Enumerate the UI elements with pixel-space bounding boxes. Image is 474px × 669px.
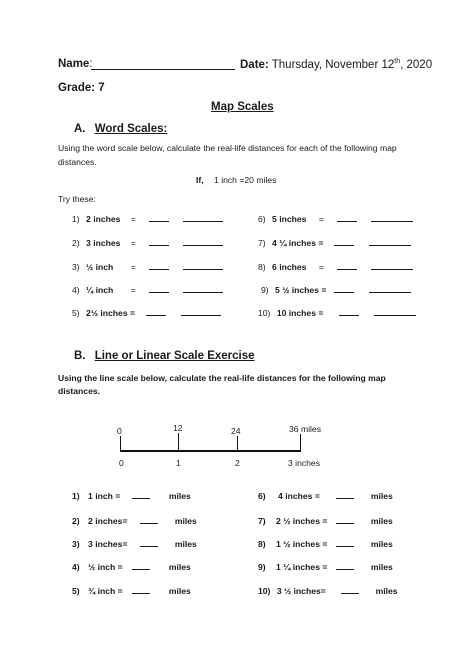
scale-top-label: 12 <box>173 423 183 433</box>
section-b-heading <box>74 350 255 362</box>
answer-blank[interactable] <box>336 537 354 547</box>
section-b-letter: B. <box>74 350 86 362</box>
answer-blank[interactable] <box>149 236 169 246</box>
answer-blank[interactable] <box>334 283 354 293</box>
unit-label: miles <box>168 562 191 572</box>
section-b-instructions-2: distances. <box>58 386 101 396</box>
word-scale-statement <box>196 175 276 185</box>
question-label: 2 ½ inches = <box>276 516 328 526</box>
answer-blank[interactable] <box>336 489 354 499</box>
question-number: 6) <box>258 214 266 224</box>
equals-sign: = <box>130 285 136 295</box>
question-number: 5) <box>72 586 80 596</box>
question-number: 4) <box>72 562 80 572</box>
section-a-instructions-2: distances. <box>58 157 97 167</box>
grade-label: Grade: 7 <box>58 82 105 94</box>
section-b-instructions: Using the line scale below, calculate the real-life distances for the following map <box>58 373 386 383</box>
word-question <box>72 236 223 248</box>
question-label: 1 ½ inches = <box>276 539 328 549</box>
question-label: ½ inch <box>86 262 114 272</box>
unit-label: miles <box>370 516 393 526</box>
question-label: 4 ¼ inches = <box>272 238 324 248</box>
unit-label: miles <box>174 516 197 526</box>
unit-label: miles <box>375 586 398 596</box>
scale-tick <box>120 436 121 452</box>
line-question <box>258 514 393 526</box>
answer-blank[interactable] <box>140 514 158 524</box>
unit-label: miles <box>370 539 393 549</box>
word-question <box>72 306 221 318</box>
answer-blank[interactable] <box>337 212 357 222</box>
unit-blank[interactable] <box>371 212 413 222</box>
line-question <box>258 489 393 501</box>
unit-blank[interactable] <box>183 260 223 270</box>
scale-bottom-label: 2 <box>235 458 240 468</box>
scale-bar <box>120 450 301 452</box>
line-question <box>258 560 393 572</box>
line-question <box>72 584 191 596</box>
equals-sign: = <box>318 262 324 272</box>
question-number: 1) <box>72 214 80 224</box>
equals-sign: = <box>318 214 324 224</box>
answer-blank[interactable] <box>337 260 357 270</box>
scale-tick <box>237 436 238 452</box>
question-number: 9) <box>261 285 269 295</box>
answer-blank[interactable] <box>146 306 166 316</box>
page-title: Map Scales <box>211 101 274 113</box>
section-a-title: Word Scales: <box>94 123 168 135</box>
question-number: 3) <box>72 539 80 549</box>
unit-label: miles <box>174 539 197 549</box>
name-line <box>58 58 93 70</box>
question-number: 7) <box>258 516 266 526</box>
word-scale: 1 inch =20 miles <box>214 175 277 185</box>
question-number: 8) <box>258 262 266 272</box>
answer-blank[interactable] <box>132 489 150 499</box>
section-a-heading <box>74 123 167 135</box>
unit-label: miles <box>370 491 393 501</box>
question-label: 2 inches <box>86 214 121 224</box>
question-label: 4 inches = <box>278 491 320 501</box>
line-question <box>72 560 191 572</box>
question-number: 1) <box>72 491 80 501</box>
unit-blank[interactable] <box>369 283 411 293</box>
question-number: 10) <box>258 586 271 596</box>
unit-blank[interactable] <box>369 236 411 246</box>
line-question <box>258 537 393 549</box>
equals-sign: = <box>130 214 136 224</box>
question-number: 7) <box>258 238 266 248</box>
unit-label: miles <box>168 491 191 501</box>
scale-tick <box>300 434 301 452</box>
date-line <box>240 58 432 71</box>
word-question <box>72 212 223 224</box>
question-label: 3 inches <box>86 238 121 248</box>
name-blank[interactable] <box>91 69 235 70</box>
question-number: 8) <box>258 539 266 549</box>
question-number: 3) <box>72 262 80 272</box>
try-these-label: Try these: <box>58 194 96 204</box>
line-question <box>72 537 197 549</box>
line-question <box>72 514 197 526</box>
question-label: 6 inches <box>272 262 307 272</box>
question-number: 10) <box>258 308 271 318</box>
scale-top-label: 0 <box>117 426 122 436</box>
question-label: 1 ¼ inches = <box>276 562 328 572</box>
answer-blank[interactable] <box>339 306 359 316</box>
if-label: If, <box>196 175 204 185</box>
date-suffix: th <box>394 58 401 65</box>
question-label: ¾ inch = <box>88 586 123 596</box>
question-label: 5 inches <box>272 214 307 224</box>
question-label: ½ inch = <box>88 562 123 572</box>
section-a-letter: A. <box>74 123 86 135</box>
scale-top-label: 24 <box>231 426 241 436</box>
question-number: 4) <box>72 285 80 295</box>
word-question <box>258 236 411 248</box>
question-label: 10 inches = <box>276 308 324 318</box>
word-question <box>261 283 411 295</box>
name-colon: : <box>89 58 93 70</box>
answer-blank[interactable] <box>149 212 169 222</box>
unit-blank[interactable] <box>374 306 416 316</box>
answer-blank[interactable] <box>341 584 359 594</box>
answer-blank[interactable] <box>140 537 158 547</box>
question-number: 2) <box>72 238 80 248</box>
scale-tick <box>178 433 179 452</box>
unit-blank[interactable] <box>371 260 413 270</box>
unit-blank[interactable] <box>183 212 223 222</box>
answer-blank[interactable] <box>132 560 150 570</box>
unit-blank[interactable] <box>181 306 221 316</box>
question-number: 6) <box>258 491 266 501</box>
question-label: 1 inch = <box>88 491 121 501</box>
name-label: Name <box>58 58 90 70</box>
question-label: 2 inches= <box>88 516 128 526</box>
unit-blank[interactable] <box>183 236 223 246</box>
answer-blank[interactable] <box>336 514 354 524</box>
question-label: 5 ½ inches = <box>275 285 327 295</box>
unit-label: miles <box>168 586 191 596</box>
answer-blank[interactable] <box>334 236 354 246</box>
question-label: 3 inches= <box>88 539 128 549</box>
question-number: 9) <box>258 562 266 572</box>
unit-blank[interactable] <box>183 283 223 293</box>
word-question <box>258 260 413 272</box>
word-question <box>72 260 223 272</box>
date-year: , 2020 <box>400 58 433 71</box>
question-label: 2½ inches = <box>86 308 136 318</box>
word-question <box>258 306 416 318</box>
word-question <box>258 212 413 224</box>
equals-sign: = <box>130 238 136 248</box>
answer-blank[interactable] <box>336 560 354 570</box>
word-question <box>72 283 223 295</box>
answer-blank[interactable] <box>132 584 150 594</box>
scale-top-label: 36 miles <box>289 424 321 434</box>
equals-sign: = <box>130 262 136 272</box>
question-number: 2) <box>72 516 80 526</box>
unit-label: miles <box>370 562 393 572</box>
date-value: Thursday, November 12 <box>271 58 395 71</box>
scale-bottom-label: 1 <box>176 458 181 468</box>
section-a-instructions: Using the word scale below, calculate the real-life distances for each of the following map <box>58 143 397 153</box>
section-b-title: Line or Linear Scale Exercise <box>94 350 255 362</box>
line-question <box>258 584 398 596</box>
answer-blank[interactable] <box>149 283 169 293</box>
scale-bottom-label: 3 inches <box>288 458 321 468</box>
question-label: 3 ½ inches= <box>276 586 326 596</box>
date-label: Date: <box>240 58 269 71</box>
question-label: ¼ inch <box>86 285 114 295</box>
answer-blank[interactable] <box>149 260 169 270</box>
question-number: 5) <box>72 308 80 318</box>
line-question <box>72 489 191 501</box>
scale-bottom-label: 0 <box>119 458 124 468</box>
